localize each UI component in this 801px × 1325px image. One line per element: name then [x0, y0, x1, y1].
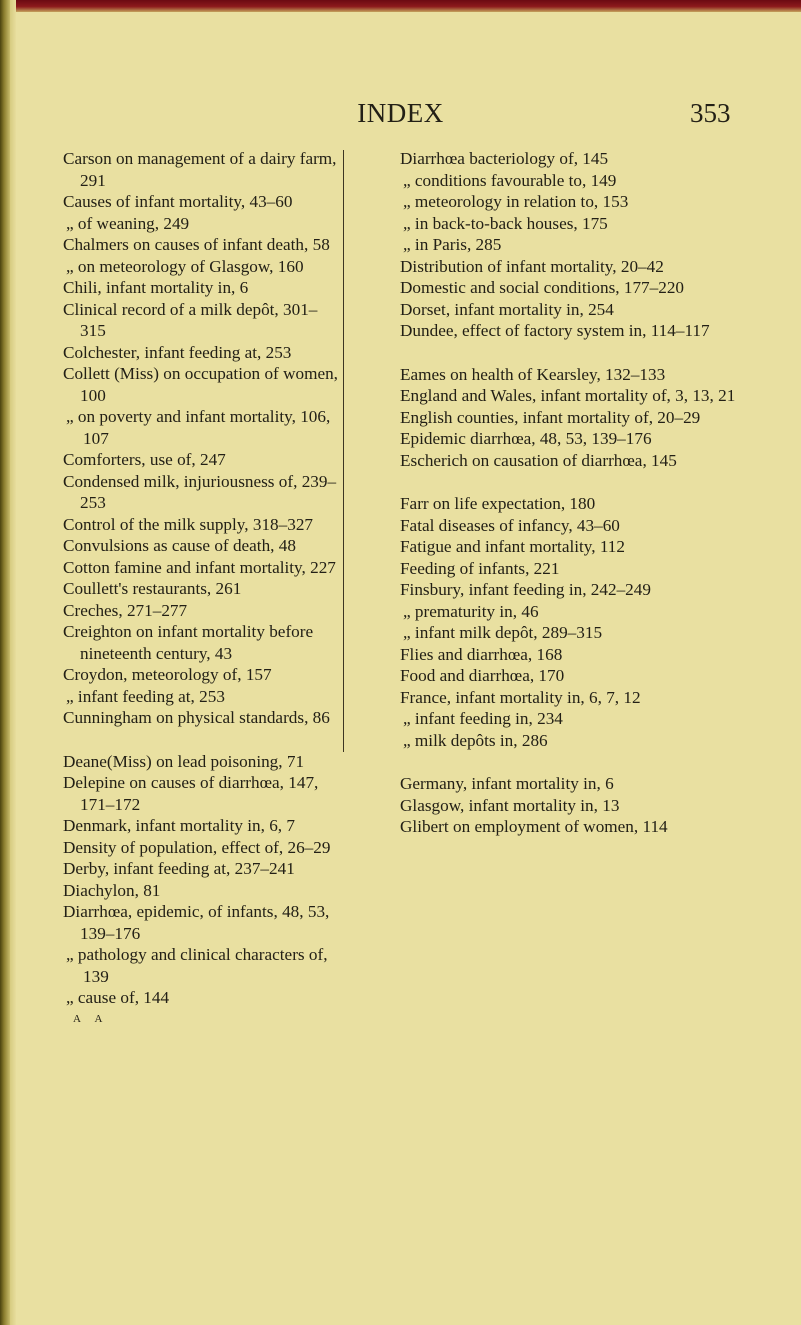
index-entry: Collett (Miss) on occupation of women, 100	[63, 364, 338, 405]
spine-shadow	[10, 0, 16, 1325]
section-gap	[400, 751, 772, 773]
index-entry: Clinical record of a milk depôt, 301–315	[63, 299, 318, 340]
signature-mark: A A	[73, 1012, 109, 1025]
index-entry: Flies and diarrhœa, 168	[400, 644, 563, 664]
index-entry: Coullett's restaurants, 261	[63, 579, 242, 598]
index-subentry: „ infant feeding in, 234	[403, 709, 563, 728]
index-subentry: „ infant feeding at, 253	[66, 686, 225, 706]
index-entry: Chalmers on causes of infant death, 58	[63, 235, 330, 254]
index-entry: Food and diarrhœa, 170	[400, 666, 565, 685]
page-title: INDEX	[357, 98, 444, 128]
index-column-left	[63, 148, 340, 1030]
index-subentry: „ prematurity in, 46	[403, 601, 539, 621]
index-entry: Feeding of infants, 221	[400, 558, 560, 578]
index-entry: Diarrhœa bacteriology of, 145	[400, 149, 609, 168]
index-entry: Diachylon, 81	[63, 880, 161, 900]
index-subentry: „ pathology and clinical characters of, 139	[66, 945, 328, 986]
index-subentry: „ in Paris, 285	[403, 235, 502, 254]
page-number: 353	[690, 98, 731, 128]
index-subentry: „ of weaning, 249	[66, 213, 190, 233]
index-entry: Condensed milk, injuriousness of, 239–253	[63, 471, 337, 512]
index-column-right	[400, 148, 772, 838]
index-entry: Diarrhœa, epidemic, of infants, 48, 53, 139–176	[63, 902, 330, 943]
index-entry: Derby, infant feeding at, 237–241	[63, 859, 295, 878]
section-gap	[400, 471, 772, 493]
index-entry: Cotton famine and infant mortality, 227	[63, 557, 336, 577]
index-entry: English counties, infant mortality of, 20–29	[400, 407, 701, 427]
index-subentry: „ milk depôts in, 286	[403, 730, 548, 750]
index-entry: Carson on management of a dairy farm, 291	[63, 149, 337, 190]
index-entry: Croydon, meteorology of, 157	[63, 665, 272, 684]
index-entry: Glasgow, infant mortality in, 13	[400, 795, 620, 815]
index-subentry: „ cause of, 144	[66, 988, 170, 1007]
index-entry: Distribution of infant mortality, 20–42	[400, 256, 664, 276]
index-entry: England and Wales, infant mortality of, 3, 13, 21	[400, 386, 736, 405]
column-divider	[343, 150, 344, 752]
index-entry: Dorset, infant mortality in, 254	[400, 299, 614, 319]
index-entry: Denmark, infant mortality in, 6, 7	[63, 816, 295, 835]
index-entry: Causes of infant mortality, 43–60	[63, 192, 293, 211]
section-gap	[400, 342, 772, 364]
index-entry: Fatal diseases of infancy, 43–60	[400, 515, 620, 535]
index-entry: Chili, infant mortality in, 6	[63, 278, 249, 297]
index-subentry: „ on poverty and infant mortality, 106, 107	[66, 407, 331, 448]
index-entry: Colchester, infant feeding at, 253	[63, 342, 292, 362]
index-entry: Finsbury, infant feeding in, 242–249	[400, 580, 651, 599]
index-entry: Farr on life expectation, 180	[400, 494, 596, 513]
index-subentry: „ in back-to-back houses, 175	[403, 213, 608, 233]
index-entry: Delepine on causes of diarrhœa, 147, 171–172	[63, 773, 319, 814]
index-entry: Deane(Miss) on lead poisoning, 71	[63, 751, 305, 771]
section-gap	[63, 729, 340, 751]
index-entry: Dundee, effect of factory system in, 114–117	[400, 321, 710, 340]
index-entry: Eames on health of Kearsley, 132–133	[400, 364, 666, 384]
index-entry: Germany, infant mortality in, 6	[400, 774, 614, 793]
index-entry: Creighton on infant mortality before nineteenth century, 43	[63, 622, 314, 663]
index-entry: Density of population, effect of, 26–29	[63, 837, 331, 857]
index-entry: France, infant mortality in, 6, 7, 12	[400, 687, 641, 707]
book-spine	[0, 0, 10, 1325]
index-entry: Creches, 271–277	[63, 600, 188, 620]
index-entry: Comforters, use of, 247	[63, 450, 226, 469]
index-entry: Convulsions as cause of death, 48	[63, 536, 296, 555]
index-entry: Escherich on causation of diarrhœa, 145	[400, 450, 677, 470]
index-subentry: „ infant milk depôt, 289–315	[403, 623, 603, 642]
index-entry: Epidemic diarrhœa, 48, 53, 139–176	[400, 429, 652, 448]
index-entry: Control of the milk supply, 318–327	[63, 514, 314, 534]
index-subentry: „ conditions favourable to, 149	[403, 170, 617, 190]
index-subentry: „ meteorology in relation to, 153	[403, 192, 629, 211]
index-subentry: „ on meteorology of Glasgow, 160	[66, 256, 304, 276]
index-entry: Cunningham on physical standards, 86	[63, 708, 330, 727]
index-entry: Glibert on employment of women, 114	[400, 817, 668, 836]
index-entry: Domestic and social conditions, 177–220	[400, 278, 685, 297]
index-entry: Fatigue and infant mortality, 112	[400, 537, 625, 556]
top-edge	[0, 0, 801, 12]
